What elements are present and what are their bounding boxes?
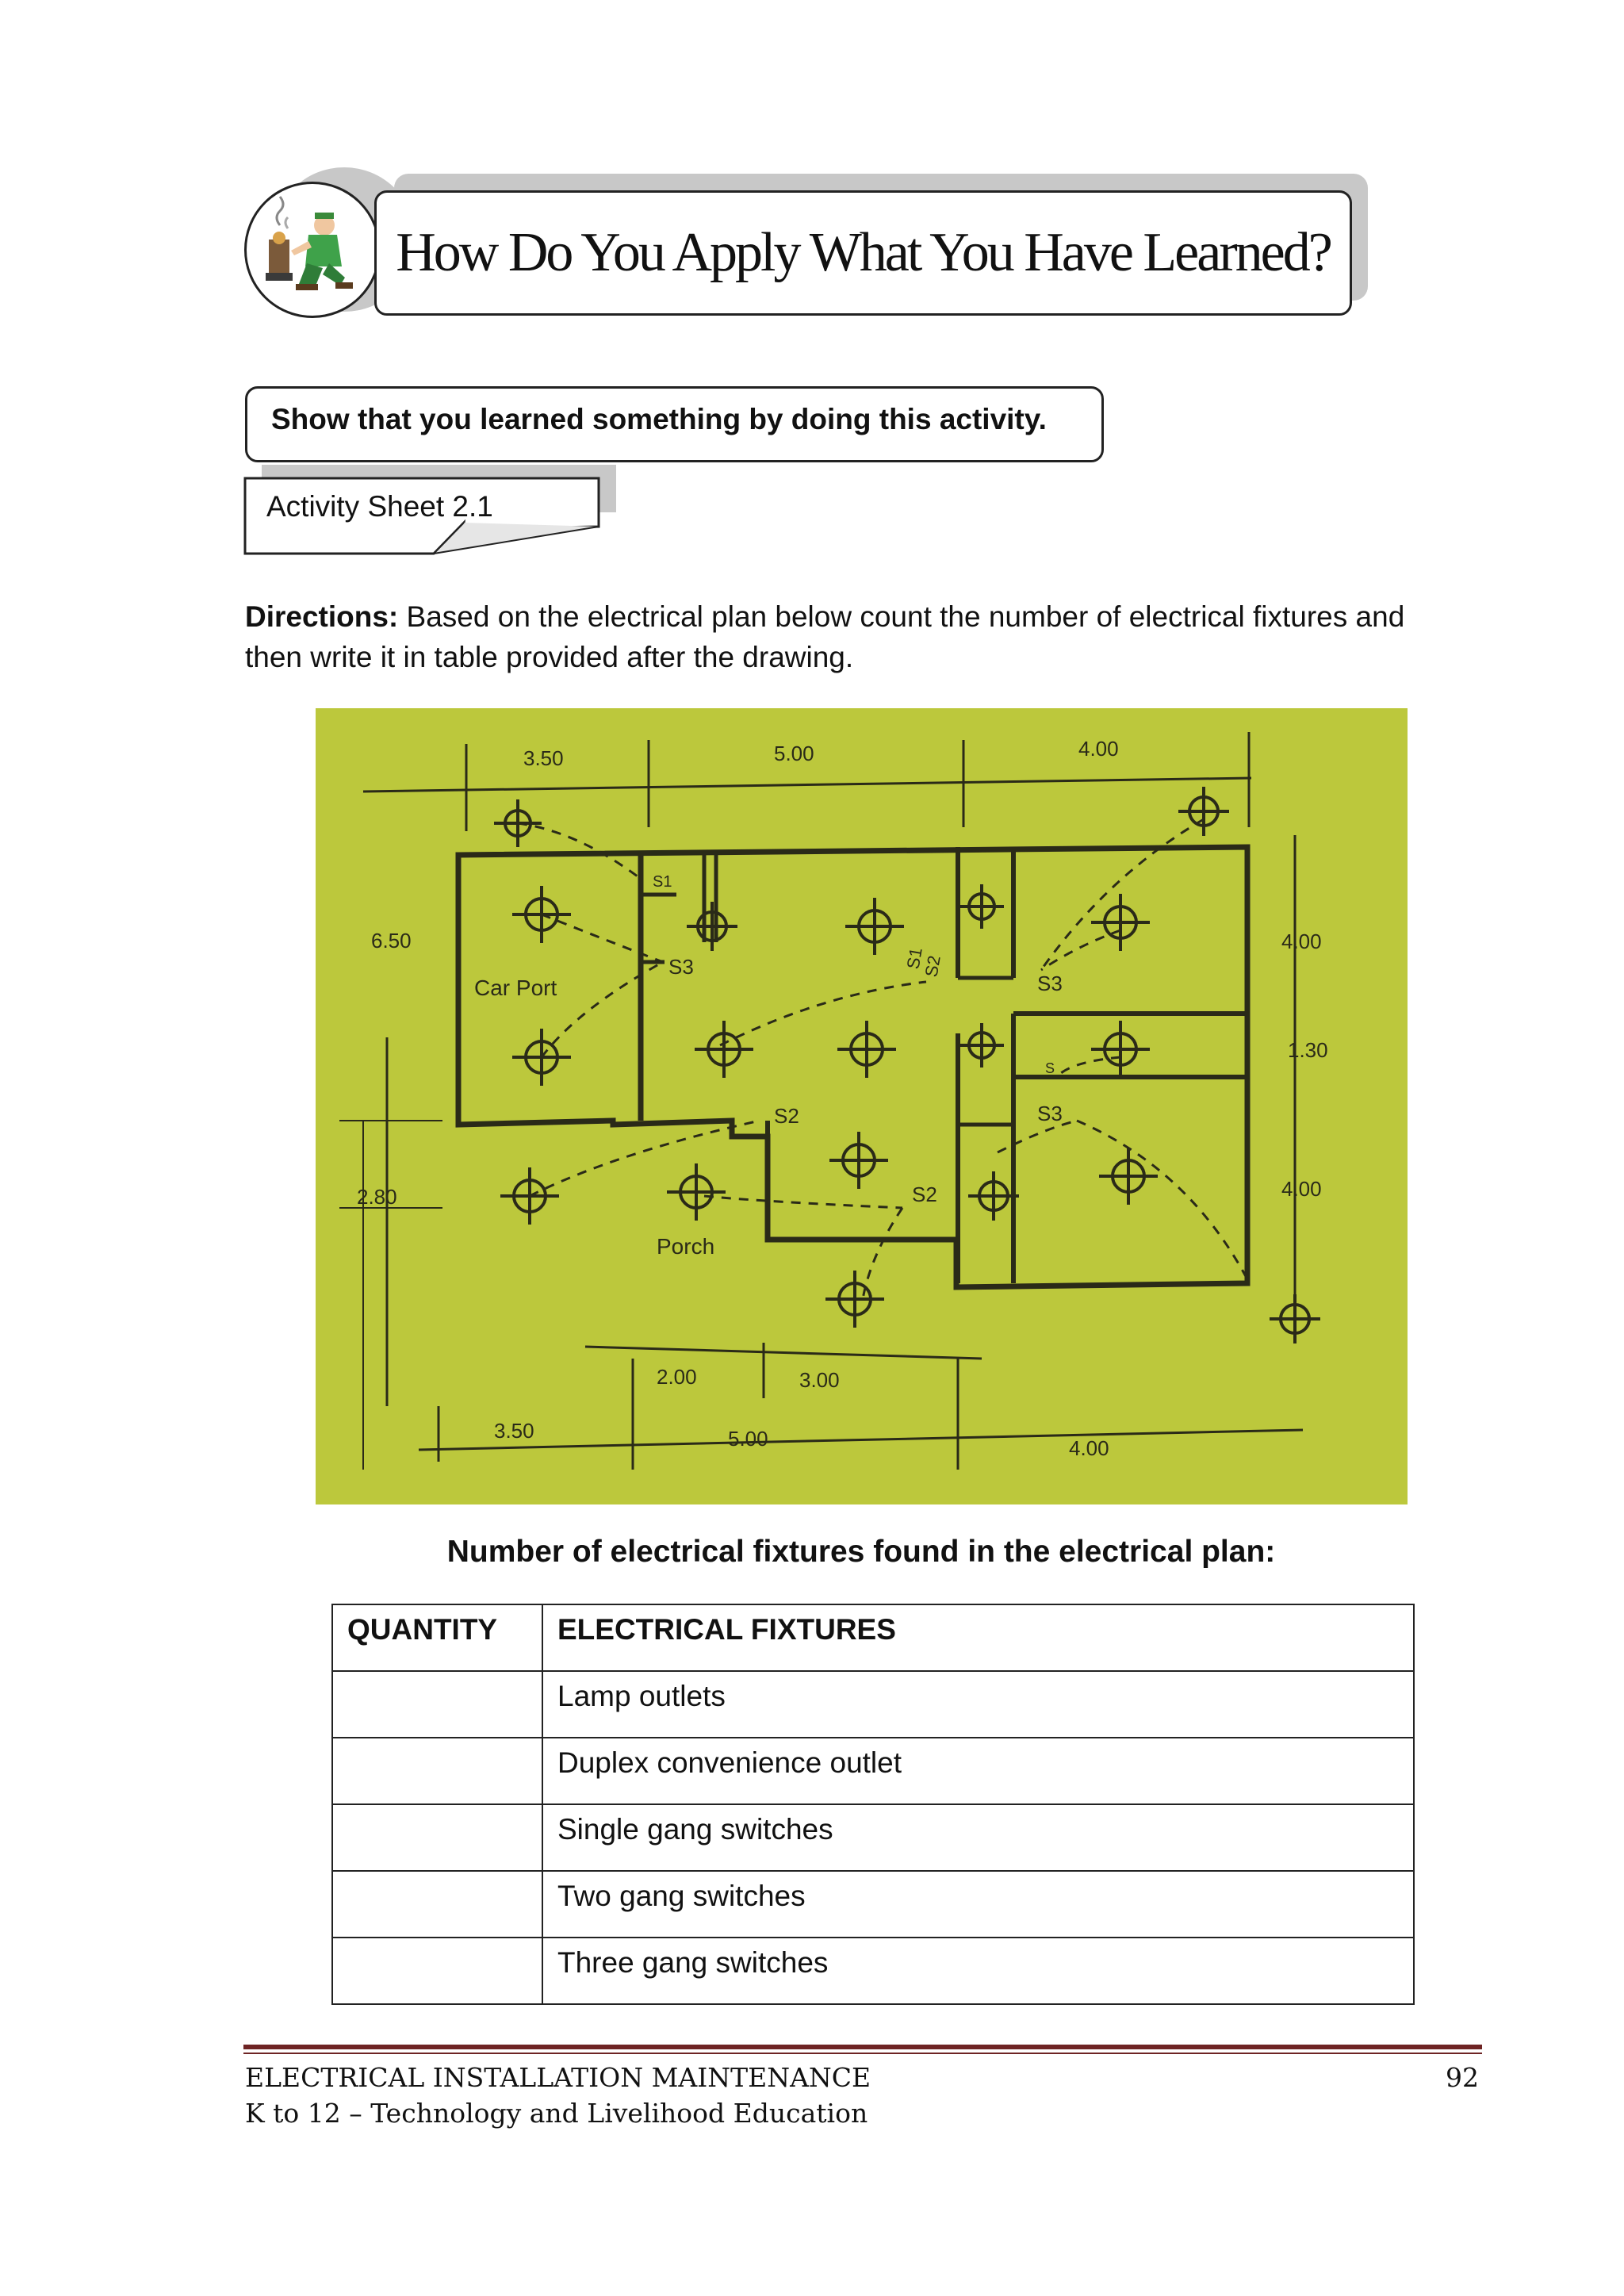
plan-dim-left-2: 2.80	[357, 1185, 397, 1209]
plan-dim-left-1: 6.50	[371, 929, 412, 953]
directions-label: Directions:	[245, 600, 399, 633]
quantity-cell[interactable]	[332, 1671, 542, 1738]
page-number: 92	[1446, 2062, 1479, 2093]
quantity-cell[interactable]	[332, 1804, 542, 1871]
instruction-text: Show that you learned something by doing this activity.	[271, 403, 1047, 435]
fixture-cell: Three gang switches	[542, 1938, 1414, 2004]
fixtures-header: ELECTRICAL FIXTURES	[542, 1604, 1414, 1671]
quantity-cell[interactable]	[332, 1738, 542, 1804]
plan-dim-right-1: 4.00	[1281, 930, 1322, 953]
plan-switch-7: S3	[1037, 1102, 1063, 1125]
footer-course-title: ELECTRICAL INSTALLATION MAINTENANCE	[245, 2062, 871, 2093]
section-banner	[374, 190, 1352, 316]
table-row	[332, 1738, 1414, 1804]
plan-dim-bottom-1: 3.50	[494, 1419, 534, 1443]
plan-dim-top-2: 5.00	[774, 742, 814, 765]
table-row	[332, 1671, 1414, 1738]
table-row	[332, 1938, 1414, 2004]
fixtures-table	[331, 1604, 1415, 2005]
electrical-plan-image	[316, 708, 1408, 1504]
footer-rule-thin	[243, 2053, 1482, 2054]
activity-label: Activity Sheet 2.1	[266, 490, 493, 523]
plan-dim-top-1: 3.50	[523, 746, 564, 770]
plan-switch-3: S1	[902, 945, 926, 971]
fixture-cell: Duplex convenience outlet	[542, 1738, 1414, 1804]
quantity-cell[interactable]	[332, 1938, 542, 2004]
plan-label-car-port: Car Port	[474, 976, 557, 1000]
instruction-box	[245, 386, 1104, 462]
directions-text: Based on the electrical plan below count the number of electrical fixtures and then write it in table provided after the drawing.	[245, 600, 1405, 673]
quantity-header: QUANTITY	[332, 1604, 542, 1671]
plan-dim-bottom-2: 5.00	[728, 1427, 768, 1451]
plan-switch-8: S2	[912, 1182, 937, 1206]
plan-label-porch: Porch	[657, 1234, 715, 1259]
plan-switch-6: S2	[774, 1104, 799, 1128]
plan-dim-bottom-3: 4.00	[1069, 1436, 1109, 1460]
plan-switch-9: S	[1045, 1060, 1055, 1076]
plan-dim-top-3: 4.00	[1078, 737, 1119, 761]
table-row	[332, 1871, 1414, 1938]
fixture-cell: Single gang switches	[542, 1804, 1414, 1871]
fixture-cell: Two gang switches	[542, 1871, 1414, 1938]
footer-subtitle: K to 12 – Technology and Livelihood Education	[245, 2098, 868, 2129]
directions-paragraph	[245, 596, 1466, 677]
plan-switch-5: S3	[1037, 972, 1063, 995]
plan-switch-4: S2	[921, 953, 944, 979]
plan-switch-2: S3	[668, 955, 694, 979]
table-row	[332, 1804, 1414, 1871]
plan-switch-1: S1	[653, 873, 672, 891]
plan-dim-inner-1: 2.00	[657, 1365, 697, 1389]
table-caption: Number of electrical fixtures found in the electrical plan:	[446, 1535, 1276, 1569]
header-icon-badge	[244, 182, 381, 318]
table-header-row	[332, 1604, 1414, 1671]
footer-rule	[243, 2045, 1482, 2049]
plan-background	[316, 708, 1408, 1504]
section-title: How Do You Apply What You Have Learned?	[396, 222, 1331, 283]
plan-dim-right-3: 4.00	[1281, 1177, 1322, 1201]
plan-dim-right-2: 1.30	[1288, 1038, 1328, 1062]
fixture-cell: Lamp outlets	[542, 1671, 1414, 1738]
kneeling-electrician-icon	[247, 184, 378, 316]
plan-dim-inner-2: 3.00	[799, 1368, 840, 1392]
quantity-cell[interactable]	[332, 1871, 542, 1938]
